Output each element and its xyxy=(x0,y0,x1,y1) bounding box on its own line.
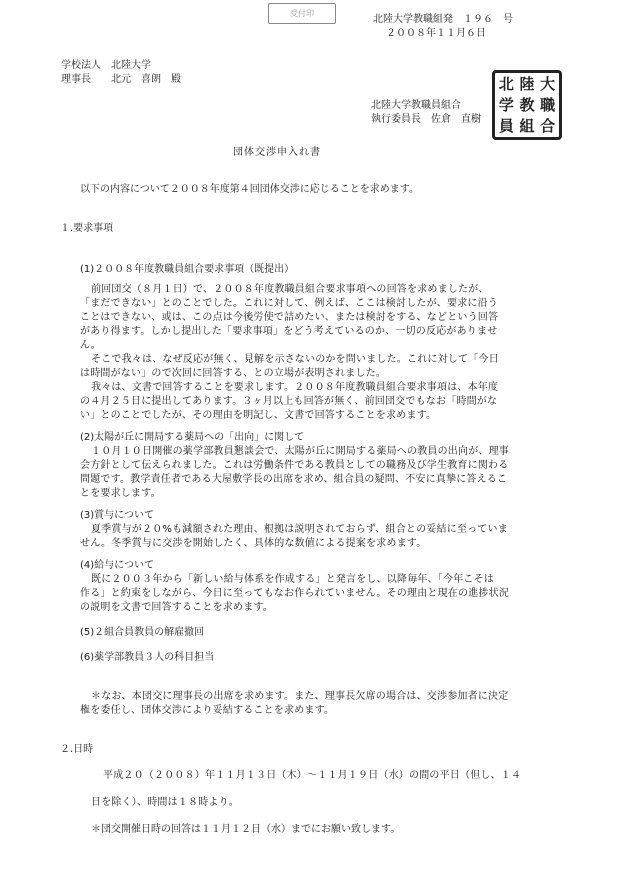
seal-char: 陸 xyxy=(519,75,535,94)
document-title: 団体交渉申入れ書 xyxy=(233,147,321,158)
paragraph-line: の説明を文書で回答することを求めます。 xyxy=(80,602,273,613)
item-4-heading: (4)給与について xyxy=(80,560,154,571)
seal-char: 北 xyxy=(498,75,514,94)
seal-char: 員 xyxy=(498,116,514,135)
paragraph-line: 権を委任し、団体交渉により妥結することを求めます。 xyxy=(80,705,335,716)
paragraph-line: ん。 xyxy=(80,340,101,351)
section-1-heading: １.要求事項 xyxy=(60,223,114,234)
item-3-heading: (3)賞与について xyxy=(80,510,154,521)
paragraph-line: 夏季賞与が２０%も減額された理由、根拠は説明されておらず、組合との妥結に至っていま xyxy=(91,524,508,535)
paragraph-line: ことはできない、或は、この点は今後労使で詰めたい、または検討をする、などという回答 xyxy=(80,312,499,323)
paragraph-line: 平成２０（２００８）年１１月１３日（木）～１１月１９日（水）の間の平日（但し、１４ xyxy=(103,770,522,781)
paragraph-line: 会方針として伝えられました。これは労働条件である教員としての職務及び学生教育に関わる xyxy=(80,460,509,471)
sender-organization: 北陸大学教職員組合 xyxy=(371,100,461,111)
paragraph-line: そこで我々は、なぜ反応が無く、見解を示さないのかを問いました。これに対して「今日 xyxy=(91,354,499,365)
sender-name: 執行委員長 佐倉 直樹 xyxy=(371,114,481,125)
paragraph-line: せん。冬季賞与に交渉を開始したく、具体的な数値による提案を求めます。 xyxy=(80,538,427,549)
recipient-name: 理事長 北元 喜朗 殿 xyxy=(61,74,181,85)
paragraph-line: とを要求します。 xyxy=(80,488,161,499)
paragraph-line: があり得ます。しかし提出した「要求事項」をどう考えているのか、一切の反応がありませ xyxy=(80,326,498,337)
schedule-note: ＊団交開催日時の回答は１１月１２日（水）までにお願い致します。 xyxy=(91,824,401,835)
item-2-heading: (2)太陽が丘に開局する薬局への「出向」に関して xyxy=(80,432,305,443)
paragraph-line: 作る」と約束をしながら、今日に至ってもなお作られていません。その理由と現在の進捗状況 xyxy=(80,588,509,599)
paragraph-line: 問題です。教学責任者である大屋敷学長の出席を求め、組合員の疑問、不安に真摯に答えるこ xyxy=(80,474,508,485)
received-stamp: 受付印 xyxy=(268,3,336,24)
seal-char: 学 xyxy=(498,95,514,114)
paragraph-line: ＊なお、本団交に理事長の出席を求めます。また、理事長欠席の場合は、交渉参加者に決定 xyxy=(91,691,509,702)
item-5-heading: (5)２組合員教員の解雇撤回 xyxy=(80,627,205,638)
seal-char: 組 xyxy=(519,116,535,135)
paragraph-line: 我々は、文書で回答することを要求します。２００８年度教職員組合要求事項は、本年度 xyxy=(91,382,499,393)
intro-text: 以下の内容について２００８年度第４回団体交渉に応じることを求めます。 xyxy=(80,184,419,195)
item-6-heading: (6)薬学部教員３人の科目担当 xyxy=(80,652,215,663)
paragraph-line: い」とのことでしたが、その理由を明記し、文書で回答することを求めます。 xyxy=(80,410,437,421)
item-1-heading: (1)２００８年度教職員組合要求事項（既提出） xyxy=(80,264,295,275)
seal-char: 教 xyxy=(519,95,535,114)
paragraph-line: 「まだできない」とのことでした。これに対して、例えば、ここは検討したが、要求に沿う xyxy=(80,298,498,309)
paragraph-line: 既に２００３年から「新しい給与体系を作成する」と発言をし、以降毎年、「今年こそは xyxy=(91,574,494,585)
seal-char: 職 xyxy=(540,95,556,114)
paragraph-line: 日を除く）、時間は１８時より。 xyxy=(91,797,239,808)
paragraph-line: の４月２５日に提出してあります。３ヶ月以上も回答が無く、前回団交でもなお「時間がな xyxy=(80,396,498,407)
seal-char: 大 xyxy=(540,75,556,94)
recipient-organization: 学校法人 北陸大学 xyxy=(61,60,151,71)
paragraph-line: １０月１０日開催の薬学部教員懇談会で、太陽が丘に開局する薬局への教員の出向が、理事 xyxy=(91,446,509,457)
union-seal xyxy=(492,70,562,140)
paragraph-line: は時間がない」ので次回に回答する、との立場が表明されました。 xyxy=(80,368,386,379)
paragraph-line: 前回団交（８月１日）で、２００８年度教職員組合要求事項への回答を求めましたが、 xyxy=(91,284,489,295)
document-date: ２００８年１１月６日 xyxy=(386,28,486,39)
seal-char: 合 xyxy=(540,116,556,135)
section-2-heading: ２.日時 xyxy=(60,744,94,755)
document-number: 北陸大学教職組発 １９６ 号 xyxy=(373,14,513,25)
